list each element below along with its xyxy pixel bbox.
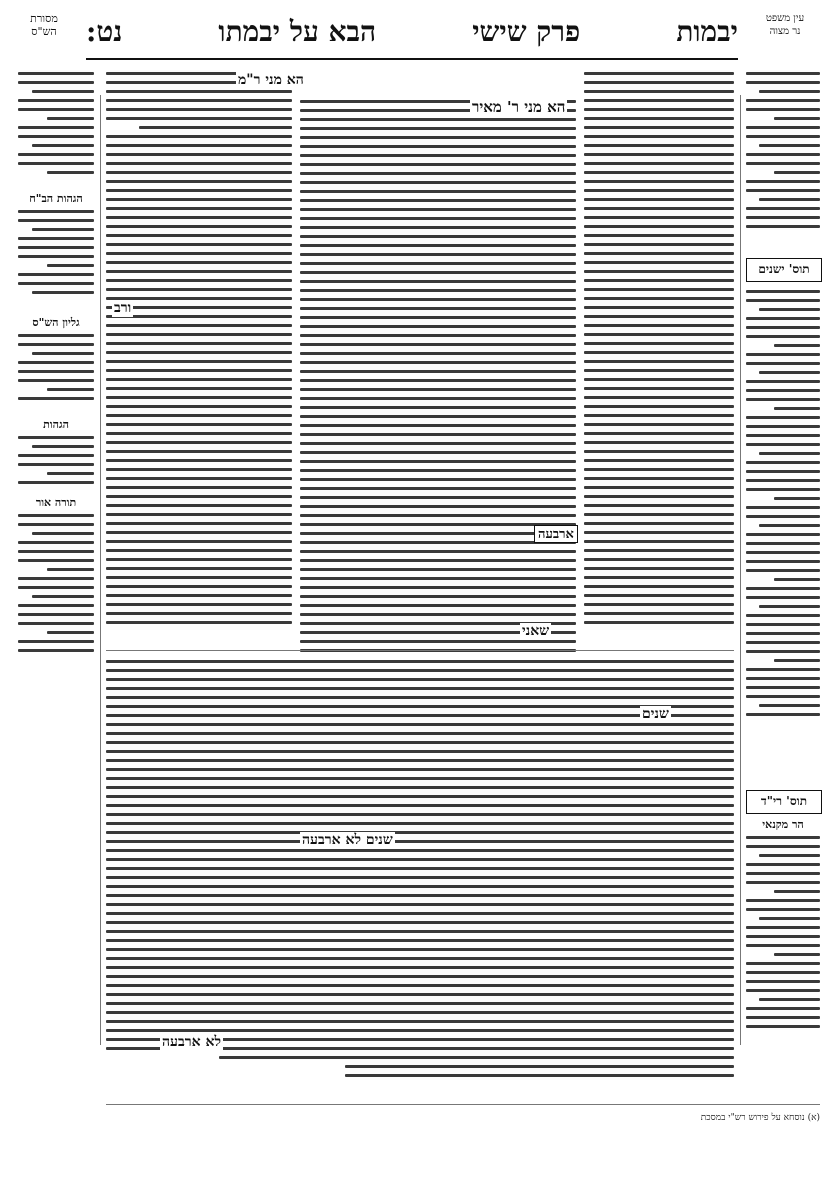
masoret-hashas-label [14,12,74,38]
hagahot-text [18,436,94,490]
rashi-bold-word: ורב [114,300,132,316]
tractate-name: יבמות [676,15,738,48]
page-title [86,12,738,52]
page-header [14,12,820,72]
hagahot-bach-title: הגהות הב"ח [18,192,94,205]
har-mikneai-title: הר מקנאי [746,818,820,831]
footnote: (א) נוסחא על פירוש רש"י במסכת [700,1113,820,1123]
masoret-text [18,72,94,190]
hagahot-bach-text [18,210,94,310]
chapter-name: הבא על יבמתו [218,15,377,48]
section-rule [106,650,734,651]
tosafot-commentary [584,72,734,632]
lower-bold-word-2: לא ארבעה [162,1034,222,1050]
lower-commentary [106,660,734,1098]
gemara-text [300,100,576,660]
rashi-heading-word: הא מני ר"מ [238,72,304,88]
lower-bold-word: שנים [642,706,669,722]
hagahot-title: הגהות [18,418,94,431]
tosafot-yeshanim-title: תוס' ישנים [758,262,810,276]
ein-mishpat-title: עין משפט [765,13,805,24]
rashi-commentary [106,72,292,632]
tosafot-yeshanim-box [746,258,822,282]
torah-or-title: תורה אור [18,496,94,509]
gilyon-title: גליון הש"ס [18,316,94,329]
column-rule [100,95,101,1045]
ein-mishpat-label [750,12,820,38]
tosafot-rid-box [746,790,822,814]
tosafot-bold-word: שנים לא ארבעה [302,832,393,848]
masoret-label: מסורת [30,12,58,25]
tosafot-yeshanim-text [746,290,820,735]
header-rule [86,58,738,60]
tosafot-rid-title: תוס' רי"ד [760,794,808,808]
folio-number: נט: [86,15,123,48]
gemara-opening-word: הא מני ר' מאיר [472,98,566,116]
tosafot-rid-text [746,836,820,1036]
column-rule [740,95,741,1045]
gemara-closing-word: שאני [522,623,550,639]
perek-name: פרק שישי [472,15,581,48]
hashas-label: הש"ס [31,25,57,38]
footnote-rule [106,1104,820,1105]
gemara-boxed-word: ארבעה [534,525,578,543]
torah-or-text [18,514,94,664]
gilyon-text [18,334,94,414]
ein-mishpat-text [746,72,820,242]
ner-mitzvah-title: נר מצוה [769,26,801,37]
